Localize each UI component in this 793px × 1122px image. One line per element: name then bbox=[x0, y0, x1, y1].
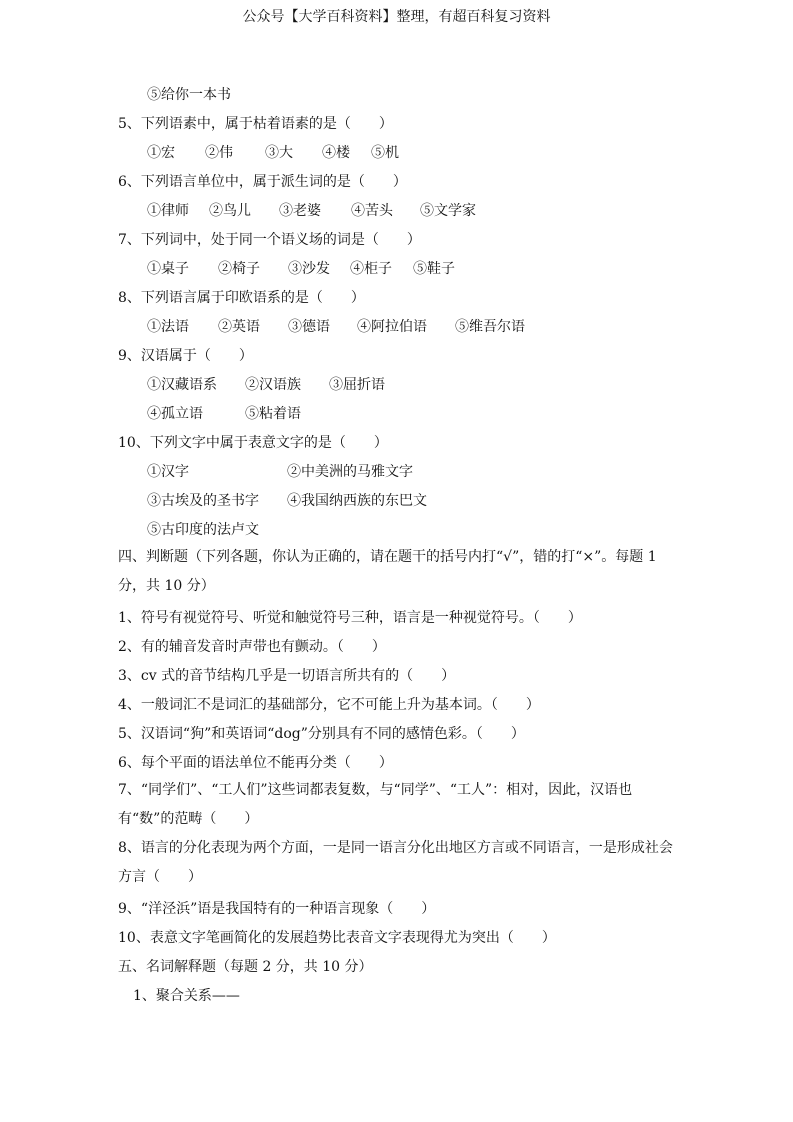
option: ③屈折语 bbox=[329, 377, 385, 393]
q4-option-5: ⑤给你一本书 bbox=[147, 87, 231, 103]
q9-stem: 9、汉语属于（ ） bbox=[118, 348, 253, 364]
judge-item-1: 1、符号有视觉符号、听觉和触觉符号三种，语言是一种视觉符号。（ ） bbox=[118, 610, 582, 626]
judge-item-2: 2、有的辅音发音时声带也有颤动。（ ） bbox=[118, 639, 386, 655]
term-item-1: 1、聚合关系—— bbox=[133, 988, 240, 1004]
option: ③老婆 bbox=[279, 203, 321, 219]
option: ④柜子 bbox=[350, 261, 392, 277]
option: ④楼 bbox=[322, 145, 350, 161]
option: ⑤鞋子 bbox=[413, 261, 455, 277]
judge-item-6: 6、每个平面的语法单位不能再分类（ ） bbox=[118, 755, 393, 771]
option: ②鸟儿 bbox=[209, 203, 251, 219]
option: ①宏 bbox=[147, 145, 175, 161]
option: ①律师 bbox=[147, 203, 189, 219]
option: ④孤立语 bbox=[147, 406, 203, 422]
option: ⑤维吾尔语 bbox=[455, 319, 525, 335]
option: ④阿拉伯语 bbox=[357, 319, 427, 335]
option: ②英语 bbox=[218, 319, 260, 335]
judge-item-4: 4、一般词汇不是词汇的基础部分，它不可能上升为基本词。（ ） bbox=[118, 697, 540, 713]
judge-item-7: 7、“同学们”、“工人们”这些词都表复数，与“同学”、“工人”：相对，因此，汉语也有“数”的范畴（ ） bbox=[118, 782, 633, 827]
section5-title: 五、名词解释题（每题 2 分，共 10 分） bbox=[118, 959, 373, 975]
option: ④苦头 bbox=[351, 203, 393, 219]
page-header: 公众号【大学百科资料】整理，有超百科复习资料 bbox=[242, 9, 551, 25]
option: ⑤古印度的法卢文 bbox=[147, 522, 259, 538]
judge-item-10: 10、表意文字笔画简化的发展趋势比表音文字表现得尤为突出（ ） bbox=[118, 930, 556, 946]
option: ⑤机 bbox=[371, 145, 399, 161]
option: ③大 bbox=[265, 145, 293, 161]
option: ⑤粘着语 bbox=[245, 406, 301, 422]
option: ①法语 bbox=[147, 319, 189, 335]
q5-stem: 5、下列语素中，属于枯着语素的是（ ） bbox=[118, 116, 393, 132]
judge-item-3: 3、cv 式的音节结构几乎是一切语言所共有的（ ） bbox=[118, 668, 456, 684]
option: ①桌子 bbox=[147, 261, 189, 277]
option: ③德语 bbox=[288, 319, 330, 335]
judge-item-8: 8、语言的分化表现为两个方面，一是同一语言分化出地区方言或不同语言，一是形成社会方言（ ） bbox=[118, 840, 673, 885]
judge-item-5: 5、汉语词“狗”和英语词“dog”分别具有不同的感情色彩。（ ） bbox=[118, 726, 525, 742]
option: ①汉字 bbox=[147, 464, 189, 480]
q6-stem: 6、下列语言单位中，属于派生词的是（ ） bbox=[118, 174, 407, 190]
q8-stem: 8、下列语言属于印欧语系的是（ ） bbox=[118, 290, 365, 306]
q10-stem: 10、下列文字中属于表意文字的是（ ） bbox=[118, 435, 388, 451]
option: ①汉藏语系 bbox=[147, 377, 217, 393]
q7-stem: 7、下列词中，处于同一个语义场的词是（ ） bbox=[118, 232, 421, 248]
option: ②中美洲的马雅文字 bbox=[287, 464, 413, 480]
option: ③古埃及的圣书字 bbox=[147, 493, 259, 509]
option: ②伟 bbox=[205, 145, 233, 161]
option: ③沙发 bbox=[288, 261, 330, 277]
option: ②椅子 bbox=[218, 261, 260, 277]
option: ②汉语族 bbox=[245, 377, 301, 393]
option: ④我国纳西族的东巴文 bbox=[287, 493, 427, 509]
section4-title: 四、判断题（下列各题，你认为正确的，请在题干的括号内打“√”，错的打“×”。每题 1 分，共 10 分） bbox=[118, 549, 657, 594]
option: ⑤文学家 bbox=[420, 203, 476, 219]
judge-item-9: 9、“洋泾浜”语是我国特有的一种语言现象（ ） bbox=[118, 901, 436, 917]
